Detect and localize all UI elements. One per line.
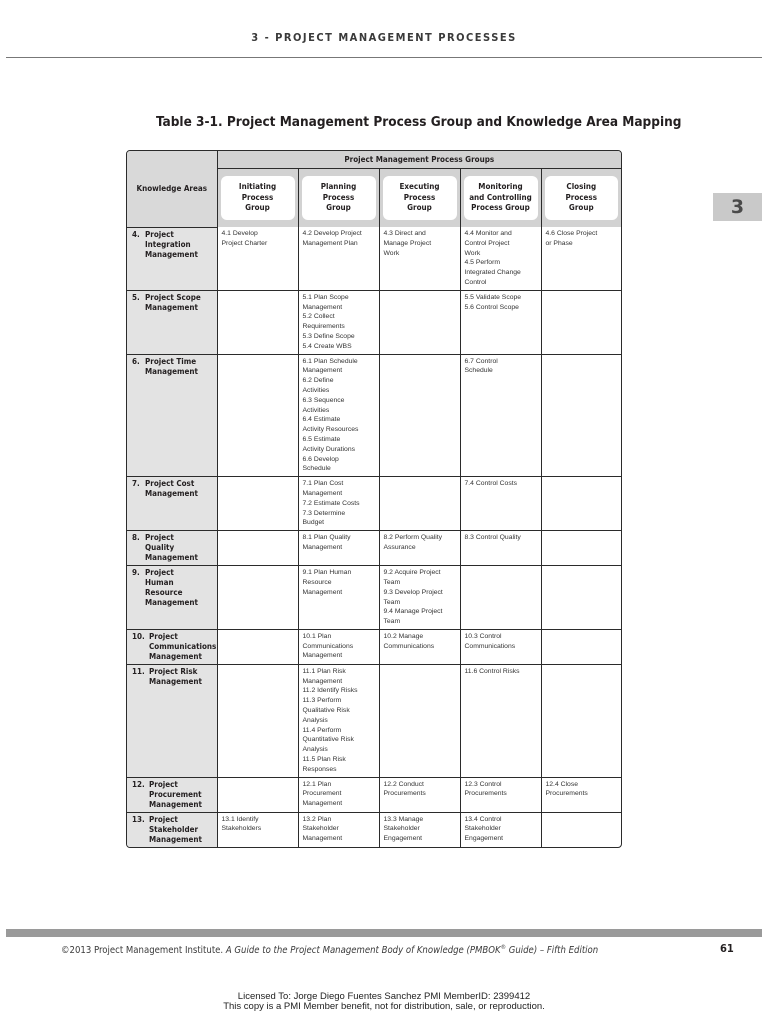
knowledge-area-cell <box>127 477 217 531</box>
process-cell: 4.1 Develop Project Charter <box>217 227 298 290</box>
knowledge-area-name: Project Time Management <box>145 356 198 376</box>
process-cell <box>217 477 298 531</box>
knowledge-area-number: 6. <box>132 356 140 366</box>
license-notice: This copy is a PMI Member benefit, not for distribution, sale, or reproduction. <box>223 1001 545 1012</box>
table-row <box>127 566 621 630</box>
process-cell <box>541 566 621 630</box>
knowledge-area-number: 10. <box>132 631 145 641</box>
running-head: 3 - PROJECT MANAGEMENT PROCESSES <box>251 31 517 44</box>
process-cell: 12.2 Conduct Procurements <box>379 777 460 812</box>
knowledge-areas-header: Knowledge Areas <box>127 151 217 227</box>
process-cell <box>217 777 298 812</box>
knowledge-area-cell <box>127 664 217 777</box>
knowledge-area-number: 11. <box>132 666 145 676</box>
process-cell: 4.3 Direct and Manage Project Work <box>379 227 460 290</box>
registered-mark: ® <box>500 944 506 951</box>
knowledge-area-cell <box>127 777 217 812</box>
knowledge-area-cell <box>127 566 217 630</box>
knowledge-area-cell <box>127 812 217 847</box>
table-row <box>127 227 621 290</box>
table-row <box>127 290 621 354</box>
process-groups-header: Project Management Process Groups <box>217 151 621 169</box>
process-cell <box>217 629 298 664</box>
process-cell: 13.2 Plan Stakeholder Management <box>298 812 379 847</box>
process-group-header <box>379 169 460 228</box>
chapter-tab: 3 <box>713 193 762 221</box>
process-cell: 9.2 Acquire Project Team 9.3 Develop Project Team 9.4 Manage Project Team <box>379 566 460 630</box>
process-cell: 12.4 Close Procurements <box>541 777 621 812</box>
process-cell <box>541 629 621 664</box>
knowledge-area-name: Project Procurement Management <box>149 779 202 809</box>
footer-rule <box>6 929 762 937</box>
knowledge-area-number: 13. <box>132 814 145 824</box>
process-group-label: Monitoring and Controlling Process Group <box>464 176 538 220</box>
process-cell <box>460 566 541 630</box>
knowledge-area-number: 9. <box>132 568 140 578</box>
process-cell: 13.4 Control Stakeholder Engagement <box>460 812 541 847</box>
knowledge-area-name: Project Stakeholder Management <box>149 814 202 844</box>
process-cell: 10.3 Control Communications <box>460 629 541 664</box>
knowledge-area-name: Project Communications Management <box>149 631 217 661</box>
knowledge-area-number: 12. <box>132 779 145 789</box>
process-cell <box>217 566 298 630</box>
process-cell: 13.1 Identify Stakeholders <box>217 812 298 847</box>
process-cell: 10.2 Manage Communications <box>379 629 460 664</box>
process-cell: 8.1 Plan Quality Management <box>298 531 379 566</box>
process-cell: 9.1 Plan Human Resource Management <box>298 566 379 630</box>
knowledge-area-cell <box>127 354 217 477</box>
footer-citation <box>61 944 598 956</box>
process-group-header <box>541 169 621 228</box>
process-cell: 11.6 Control Risks <box>460 664 541 777</box>
process-group-label: Planning Process Group <box>302 176 376 220</box>
knowledge-area-name: Project Human Resource Management <box>145 568 198 608</box>
process-cell <box>541 477 621 531</box>
process-cell: 5.1 Plan Scope Management 5.2 Collect Requirements 5.3 Define Scope 5.4 Create WBS <box>298 290 379 354</box>
process-cell <box>541 354 621 477</box>
process-cell <box>217 290 298 354</box>
page-number: 61 <box>720 942 734 955</box>
header-rule <box>6 57 762 58</box>
knowledge-area-cell <box>127 531 217 566</box>
process-cell <box>217 531 298 566</box>
process-cell: 4.2 Develop Project Management Plan <box>298 227 379 290</box>
process-group-header <box>217 169 298 228</box>
process-cell: 6.7 Control Schedule <box>460 354 541 477</box>
knowledge-area-name: Project Cost Management <box>145 479 198 499</box>
process-cell: 4.4 Monitor and Control Project Work 4.5 Perform Integrated Change Control <box>460 227 541 290</box>
process-cell: 6.1 Plan Schedule Management 6.2 Define Activities 6.3 Sequence Activities 6.4 Estimate Activity Resources 6.5 Estimate Activity Durations 6.6 Develop Schedule <box>298 354 379 477</box>
table-row <box>127 812 621 847</box>
process-cell: 12.3 Control Procurements <box>460 777 541 812</box>
knowledge-area-cell <box>127 290 217 354</box>
process-cell: 7.4 Control Costs <box>460 477 541 531</box>
process-cell: 7.1 Plan Cost Management 7.2 Estimate Costs 7.3 Determine Budget <box>298 477 379 531</box>
license-line: Licensed To: Jorge Diego Fuentes Sanchez PMI MemberID: 2399412 <box>237 991 531 1002</box>
table-row <box>127 354 621 477</box>
process-cell: 8.3 Control Quality <box>460 531 541 566</box>
table-row <box>127 531 621 566</box>
process-group-label: Executing Process Group <box>383 176 457 220</box>
table-row <box>127 777 621 812</box>
process-group-header <box>460 169 541 228</box>
process-cell <box>379 354 460 477</box>
process-cell <box>379 664 460 777</box>
process-group-header <box>298 169 379 228</box>
process-cell <box>217 354 298 477</box>
process-cell: 8.2 Perform Quality Assurance <box>379 531 460 566</box>
process-cell: 4.6 Close Project or Phase <box>541 227 621 290</box>
table-row <box>127 477 621 531</box>
knowledge-area-number: 8. <box>132 533 140 543</box>
citation-title-end: Guide) – Fifth Edition <box>506 945 599 957</box>
process-group-label: Closing Process Group <box>545 176 619 220</box>
process-cell: 10.1 Plan Communications Management <box>298 629 379 664</box>
knowledge-area-number: 5. <box>132 292 140 302</box>
citation-publisher: ©2013 Project Management Institute. <box>61 945 226 957</box>
knowledge-area-name: Project Risk Management <box>149 666 202 686</box>
knowledge-area-name: Project Quality Management <box>145 533 198 563</box>
table-row <box>127 664 621 777</box>
process-cell: 12.1 Plan Procurement Management <box>298 777 379 812</box>
table-title: Table 3-1. Project Management Process Group and Knowledge Area Mapping <box>156 114 682 130</box>
process-cell <box>541 664 621 777</box>
process-cell: 5.5 Validate Scope 5.6 Control Scope <box>460 290 541 354</box>
table-row <box>127 629 621 664</box>
knowledge-area-name: Project Integration Management <box>145 229 198 259</box>
citation-title: A Guide to the Project Management Body of Knowledge (PMBOK® Guide) – Fifth Edition <box>225 944 599 957</box>
process-cell <box>379 477 460 531</box>
process-cell: 13.3 Manage Stakeholder Engagement <box>379 812 460 847</box>
knowledge-area-cell <box>127 629 217 664</box>
process-cell <box>541 812 621 847</box>
knowledge-area-number: 4. <box>132 229 140 239</box>
process-cell <box>541 290 621 354</box>
process-cell: 11.1 Plan Risk Management 11.2 Identify Risks 11.3 Perform Qualitative Risk Analysis 11.4 Perform Quantitative Risk Analysis 11.5 Plan Risk Responses <box>298 664 379 777</box>
process-mapping-table <box>126 150 622 848</box>
process-group-label: Initiating Process Group <box>221 176 295 220</box>
process-cell <box>217 664 298 777</box>
knowledge-area-cell <box>127 227 217 290</box>
knowledge-area-number: 7. <box>132 479 140 489</box>
knowledge-area-name: Project Scope Management <box>145 292 201 312</box>
process-cell <box>379 290 460 354</box>
process-cell <box>541 531 621 566</box>
